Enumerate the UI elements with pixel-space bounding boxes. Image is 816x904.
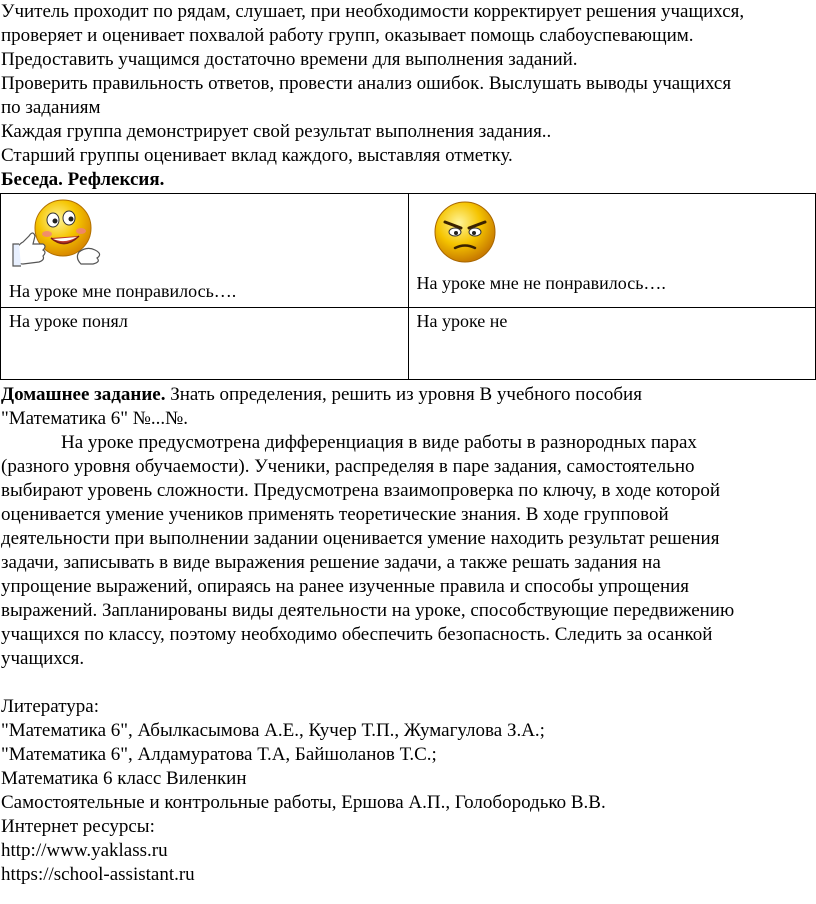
paragraph-line: учащихся по классу, поэтому необходимо обеспечить безопасность. Следить за осанкой	[1, 624, 713, 645]
intro-line: Старший группы оценивает вклад каждого, выставляя отметку.	[1, 145, 513, 166]
reflection-cell-liked	[1, 194, 409, 308]
literature-item: Математика 6 класс Виленкин	[1, 768, 247, 789]
liked-label: На уроке мне понравилось….	[9, 281, 237, 301]
paragraph-line: (разного уровня обучаемости). Ученики, распределяя в паре задания, самостоятельно	[1, 456, 695, 477]
paragraph-line: упрощение выражений, опираясь на ранее изученные правила и способы упрощения	[1, 576, 690, 597]
not-understood-label: На уроке не	[416, 311, 508, 331]
grumpy-smiley-icon	[425, 200, 507, 264]
intro-line: Каждая группа демонстрирует свой результат выполнения задания..	[1, 121, 552, 142]
paragraph-line: На уроке предусмотрена дифференциация в виде работы в разнородных парах	[61, 432, 697, 453]
reflection-cell-disliked	[408, 194, 816, 308]
resource-link[interactable]: https://school-assistant.ru	[1, 864, 195, 885]
homework-line-1	[1, 383, 816, 407]
reflection-cell-understood	[1, 308, 409, 380]
paragraph-line: учащихся.	[1, 648, 85, 669]
homework-label: Домашнее задание.	[1, 384, 166, 405]
literature-item: "Математика 6", Алдамуратова Т.А, Байшоланов Т.С.;	[1, 744, 437, 765]
literature-item: Самостоятельные и контрольные работы, Ершова А.П., Голобородько В.В.	[1, 792, 606, 813]
paragraph-line: задачи, записывать в виде выражения решение задачи, а также решать задания на	[1, 552, 661, 573]
disliked-label: На уроке мне не понравилось….	[416, 273, 666, 293]
homework-text: Знать определения, решить из уровня В учебного пособия	[165, 384, 642, 405]
reflection-cell-not-understood	[408, 308, 816, 380]
methodology-paragraph	[1, 431, 816, 671]
internet-resources-heading: Интернет ресурсы:	[1, 816, 155, 837]
intro-line: Предоставить учащимся достаточно времени для выполнения заданий.	[1, 49, 578, 70]
paragraph-line: выражений. Запланированы виды деятельности на уроке, способствующие передвижению	[1, 600, 735, 621]
blank-line	[1, 671, 816, 695]
literature-list	[1, 695, 816, 887]
paragraph-line: деятельности при выполнении задании оценивается умение находить результат решения	[1, 528, 720, 549]
section-heading: Беседа. Рефлексия.	[1, 169, 165, 190]
intro-line: Учитель проходит по рядам, слушает, при необходимости корректирует решения учащихся,	[1, 1, 745, 22]
understood-label: На уроке понял	[9, 311, 128, 331]
intro-line: по заданиям	[1, 97, 101, 118]
resource-link[interactable]: http://www.yaklass.ru	[1, 840, 168, 861]
intro-text	[1, 0, 816, 168]
reflection-table	[0, 193, 816, 380]
paragraph-line: оценивается умение учеников применять теоретические знания. В ходе групповой	[1, 504, 669, 525]
intro-line: проверяет и оценивает похвалой работу групп, оказывает помощь слабоуспевающим.	[1, 25, 694, 46]
literature-item: "Математика 6", Абылкасымова А.Е., Кучер Т.П., Жумагулова З.А.;	[1, 720, 545, 741]
thumbs-up-smiley-icon	[9, 196, 105, 274]
homework-block	[1, 383, 816, 431]
literature-heading: Литература:	[1, 696, 99, 717]
paragraph-line: выбирают уровень сложности. Предусмотрена взаимопроверка по ключу, в ходе которой	[1, 480, 721, 501]
intro-line: Проверить правильность ответов, провести анализ ошибок. Выслушать выводы учащихся	[1, 73, 732, 94]
homework-line-2: "Математика 6" №...№.	[1, 408, 189, 429]
